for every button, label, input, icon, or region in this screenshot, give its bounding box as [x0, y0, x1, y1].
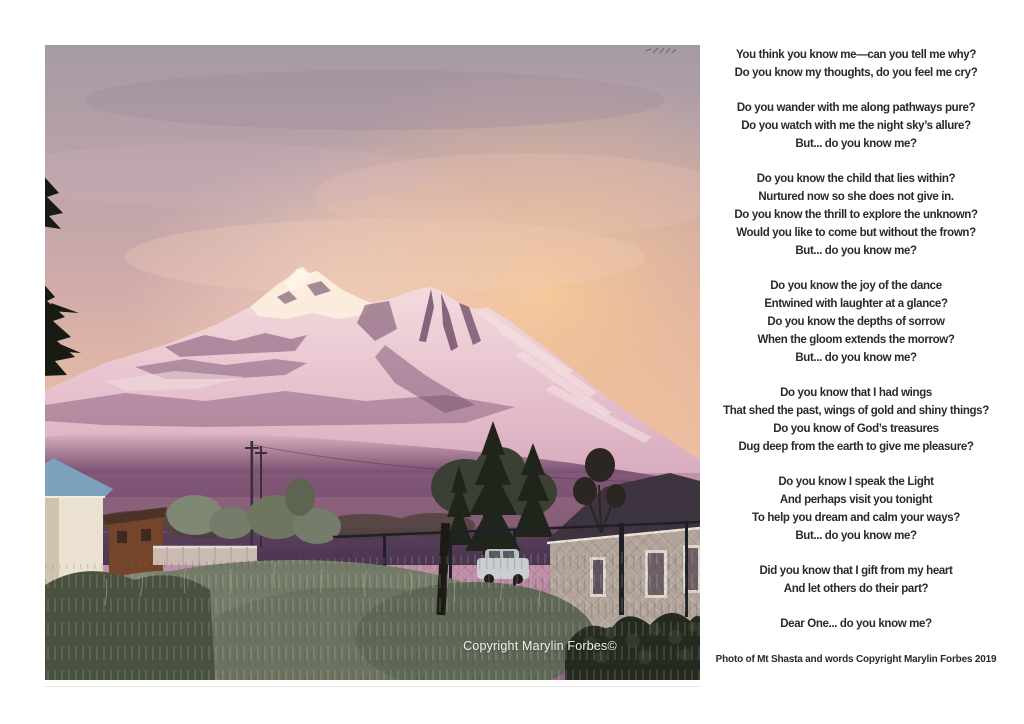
poem-line: But... do you know me? — [795, 138, 917, 150]
poem-stanza — [700, 384, 1012, 456]
poem-stanza — [700, 46, 1012, 82]
poem-line: Do you wander with me along pathways pure? — [736, 102, 976, 114]
poem-line: Would you like to come but without the frown? — [736, 227, 976, 239]
poem-line: That shed the past, wings of gold and shiny things? — [723, 405, 989, 417]
poem-stanza — [700, 170, 1012, 260]
poem-line: But... do you know me? — [795, 352, 917, 364]
poem-line: Dear One... do you know me? — [780, 618, 932, 630]
poem-line: Do you know the child that lies within? — [756, 173, 956, 185]
poem-stanza — [700, 562, 1012, 598]
poem-line: Do you watch with me the night sky’s allure? — [741, 120, 971, 132]
poem-line: And let others do their part? — [783, 583, 929, 595]
poem-stanza — [700, 473, 1012, 545]
poem-line: When the gloom extends the morrow? — [757, 334, 955, 346]
poem-stanza — [700, 615, 1012, 633]
poem-stanza — [700, 277, 1012, 367]
cloud-streak — [85, 70, 665, 130]
poem-line: But... do you know me? — [795, 245, 917, 257]
photo-edge-shadow — [45, 686, 700, 687]
mt-shasta-photo-art — [45, 45, 700, 680]
poem-line: Do you know I speak the Light — [778, 476, 934, 488]
poem — [700, 46, 1012, 669]
poem-line: Nurtured now so she does not give in. — [758, 191, 954, 203]
poem-line: But... do you know me? — [795, 530, 917, 542]
poem-line: Entwined with laughter at a glance? — [764, 298, 948, 310]
poem-line: Did you know that I gift from my heart — [759, 565, 953, 577]
poem-line: Do you know the thrill to explore the unknown? — [734, 209, 978, 221]
poem-line: And perhaps visit you tonight — [779, 494, 933, 506]
poem-line: Do you know the joy of the dance — [770, 280, 942, 292]
poem-line: You think you know me—can you tell me why? — [735, 49, 977, 61]
poem-line: Do you know of God’s treasures — [773, 423, 939, 435]
poem-line: Do you know the depths of sorrow — [767, 316, 945, 328]
poem-stanza — [700, 99, 1012, 153]
mt-shasta-photo — [45, 45, 700, 680]
photo-credit: Photo of Mt Shasta and words Copyright Marylin Forbes 2019 — [715, 654, 997, 665]
photo-watermark: Copyright Marylin Forbes© — [463, 639, 617, 653]
poem-line: To help you dream and calm your ways? — [752, 512, 960, 524]
poem-line: Dug deep from the earth to give me pleasure? — [738, 441, 974, 453]
poem-line: Do you know my thoughts, do you feel me cry? — [734, 67, 978, 79]
poem-line: Do you know that I had wings — [780, 387, 932, 399]
